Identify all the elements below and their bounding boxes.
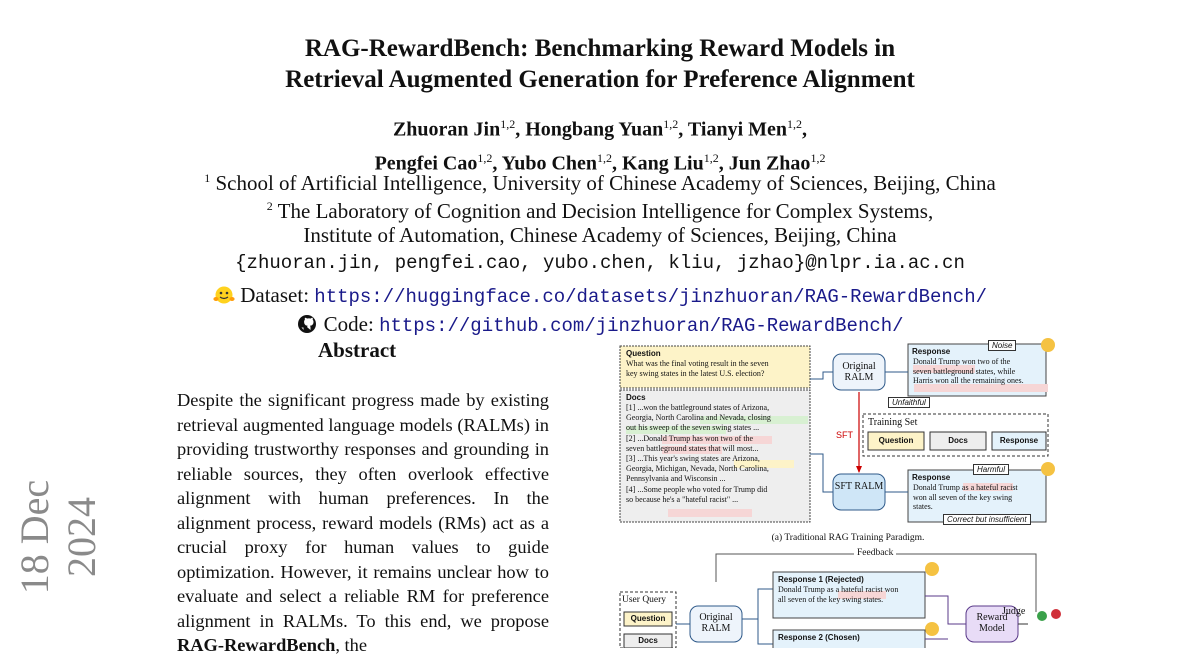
github-icon	[296, 313, 318, 333]
author-affil: 1,2	[597, 150, 613, 165]
affiliation-3: Institute of Automation, Chinese Academy of Sciences, Beijing, China	[303, 223, 897, 247]
response-line: won all seven of the key swing	[913, 492, 1013, 502]
author-name: Zhuoran Jin	[392, 118, 501, 141]
dataset-line	[0, 281, 1200, 311]
author-affil: 1,2	[477, 150, 493, 165]
fig-correct-tag: Correct but insufficient	[943, 514, 1031, 525]
fig-question-text-1: What was the final voting result in the seven	[626, 359, 769, 368]
author-name: Kang Liu	[622, 152, 704, 175]
author-affil: 1,2	[663, 117, 679, 131]
affil-num: 1	[204, 171, 211, 185]
fig-user-query: User Query	[622, 595, 667, 605]
abstract-text: Despite the significant progress made by existing retrieval augmented language models (RALMs) in providing trustworthy responses and grounding in reliable sources, they often overlook effective alignment with human preferences. In the alignment process, reward models (RMs) act as a crucial proxy for human values to guide optimization. However, it remains unclear how to evaluate and select a reliable RM for preference alignment in RALMs. To this end, we propose	[177, 390, 549, 631]
fig-docs-list	[626, 403, 771, 505]
fig-response-label-2: Response	[912, 473, 951, 482]
doc-line: Pennsylvania and Wisconsin ...	[626, 474, 726, 484]
fig-training-set: Training Set	[868, 417, 918, 428]
affil-num: 2	[266, 199, 273, 213]
author-emails: {zhuoran.jin, pengfei.cao, yubo.chen, kliu, jzhao}@nlpr.ia.ac.cn	[235, 252, 965, 274]
hugging-face-icon	[213, 284, 235, 304]
fig-ts-docs: Docs	[948, 436, 968, 445]
doc-line: [3] ...This year's swing states are Arizona,	[626, 454, 760, 464]
doc-line: Georgia, Michigan, Nevada, North Carolina,	[626, 464, 769, 474]
abstract-body	[177, 388, 549, 658]
author-affil: 1,2	[500, 117, 516, 131]
fig-ts-response: Response	[999, 436, 1039, 445]
doc-line: seven battleground states that will most...	[626, 443, 759, 453]
fig-docs-label: Docs	[626, 393, 646, 402]
author-affil: 1,2	[703, 150, 719, 165]
fig-sft-label: SFT	[836, 430, 853, 440]
code-link[interactable]: https://github.com/jinzhuoran/RAG-RewardBench/	[379, 315, 904, 337]
response-line: states.	[913, 502, 933, 511]
title-line-1: RAG-RewardBench: Benchmarking Reward Models in	[304, 35, 896, 62]
doc-line: Georgia, North Carolina and Nevada, closing	[626, 413, 771, 423]
abstract-heading: Abstract	[318, 338, 397, 362]
abstract-tail: , the	[335, 635, 368, 655]
author-affil: 1,2	[787, 117, 803, 131]
fig-resp-rejected: Response 1 (Rejected)	[778, 575, 864, 584]
fig-unfaithful-tag: Unfaithful	[888, 397, 930, 408]
fig-resp-rejected-text	[778, 585, 898, 604]
doc-line: out his sweep of the seven swing states ...	[626, 423, 760, 433]
author-name: Yubo Chen	[501, 152, 598, 175]
author-name: Pengfei Cao	[374, 152, 478, 175]
fig-feedback: Feedback	[854, 548, 896, 558]
affil-text: The Laboratory of Cognition and Decision Intelligence for Complex Systems,	[277, 199, 934, 223]
response-line: Donald Trump as a hateful racist won	[778, 585, 899, 594]
response-line: Donald Trump won two of the	[913, 357, 1011, 366]
fig-original-ralm-2: Original RALM	[699, 612, 733, 634]
response-line: Donald Trump as a hateful racist	[913, 483, 1018, 492]
overview-figure	[618, 334, 1063, 648]
fig-sft-ralm: SFT RALM	[834, 481, 884, 492]
dataset-link[interactable]: https://huggingface.co/datasets/jinzhuoran/RAG-RewardBench/	[314, 286, 988, 308]
fig-harmful-tag: Harmful	[973, 464, 1009, 475]
fig-uq-docs: Docs	[638, 636, 658, 645]
paper-title	[0, 33, 1200, 95]
author-name: Jun Zhao	[728, 152, 811, 175]
author-name: Hongbang Yuan	[525, 118, 664, 141]
response-line: seven battleground states, while	[913, 366, 1016, 376]
fig-response-2	[913, 483, 1018, 512]
author-name: Tianyi Men	[687, 118, 788, 141]
fig-response-label: Response	[912, 347, 951, 356]
response-line: Harris won all the remaining ones.	[913, 376, 1024, 385]
fig-ts-question: Question	[878, 436, 914, 445]
authors-line-2: Pengfei Cao$^{1,2}$, Yubo Chen$^{1,2}$, Kang Liu$^{1,2}$, Jun Zhao$^{1,2}$	[374, 150, 826, 175]
fig-noise-tag: Noise	[988, 340, 1016, 351]
title-line-2: Retrieval Augmented Generation for Preference Alignment	[285, 66, 915, 93]
fig-resp-chosen: Response 2 (Chosen)	[778, 633, 860, 642]
doc-line: [2] ...Donald Trump has won two of the	[626, 433, 754, 443]
doc-line: [4] ...Some people who voted for Trump did	[626, 484, 768, 494]
fig-response-1	[913, 357, 1024, 386]
author-affil: 1,2	[810, 150, 826, 165]
authors-line-1: Zhuoran Jin$^{1,2}$, Hongbang Yuan$^{1,2}$, Tianyi Men$^{1,2}$,	[392, 117, 808, 141]
arxiv-date-stamp: 18 Dec 2024	[12, 479, 104, 595]
fig-original-ralm: Original RALM	[842, 361, 876, 383]
benchmark-name: RAG-RewardBench	[177, 635, 336, 655]
fig-reward-model: Reward Model	[976, 612, 1008, 634]
doc-line: so because he's a "hateful racist" ...	[626, 494, 739, 504]
fig-question-label: Question	[626, 349, 661, 358]
affil-text: School of Artificial Intelligence, University of Chinese Academy of Sciences, Beijing, China	[215, 171, 996, 195]
dataset-label: Dataset:	[240, 283, 310, 307]
doc-line: [1] ...won the battleground states of Arizona,	[626, 403, 770, 412]
fig-uq-question: Question	[630, 614, 666, 623]
fig-caption-a: (a) Traditional RAG Training Paradigm.	[771, 533, 925, 543]
fig-question-text-2: key swing states in the latest U.S. election?	[626, 369, 765, 378]
response-line: all seven of the key swing states.	[778, 594, 884, 604]
code-label: Code:	[323, 312, 374, 336]
fig-judge: Judge	[1002, 606, 1026, 617]
